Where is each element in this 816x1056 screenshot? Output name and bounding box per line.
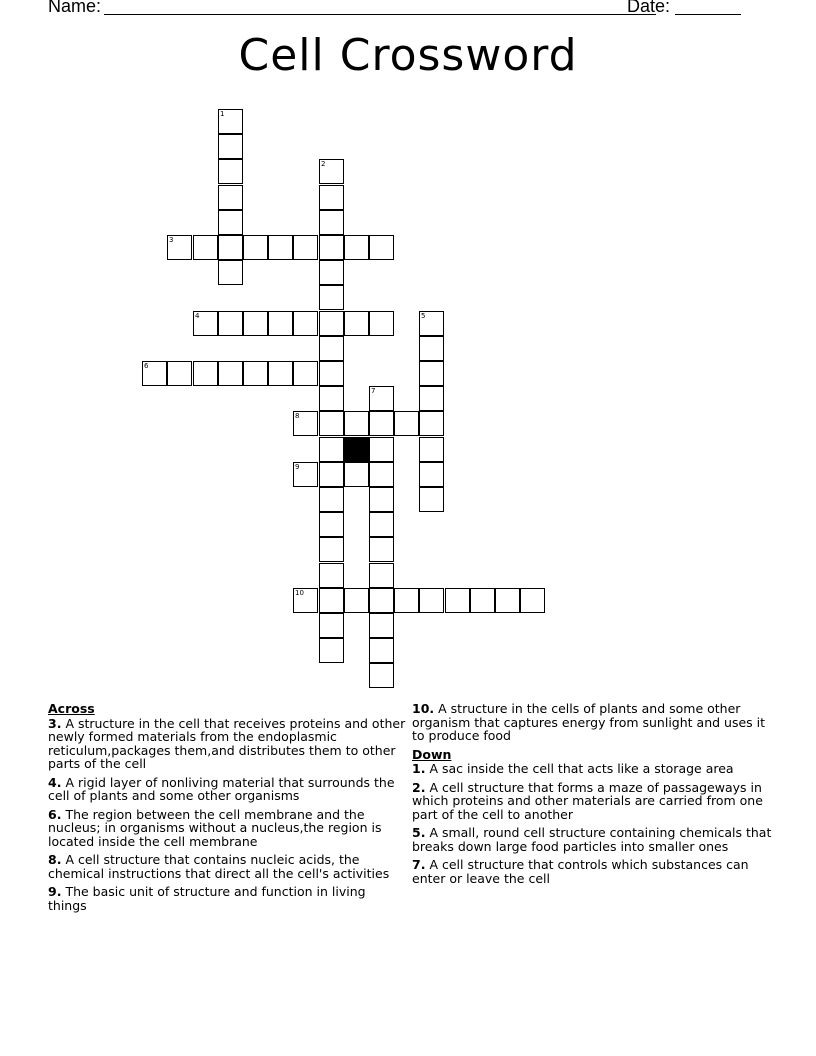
clue-down-5 [412,826,777,853]
crossword-cell[interactable] [369,663,394,688]
crossword-cell[interactable] [369,386,394,411]
crossword-cell[interactable] [319,285,344,310]
cell-number: 6 [144,362,149,370]
crossword-cell[interactable] [419,336,444,361]
crossword-cell[interactable] [344,235,369,260]
cell-number: 2 [321,160,326,168]
crossword-cell[interactable] [142,361,167,386]
crossword-cell[interactable] [319,386,344,411]
clue-text: A cell structure that contains nucleic acids, the chemical instructions that direct all the cell's activities [48,852,390,881]
crossword-cell[interactable] [218,361,243,386]
cell-number: 10 [295,589,304,597]
crossword-cell[interactable] [419,311,444,336]
clue-across-4 [48,776,408,803]
clue-number: 1. [412,761,426,776]
crossword-cell[interactable] [344,462,369,487]
crossword-cell[interactable] [167,361,192,386]
crossword-cell[interactable] [293,311,318,336]
crossword-cell[interactable] [218,311,243,336]
crossword-cell[interactable] [319,512,344,537]
clue-number: 5. [412,825,426,840]
crossword-cell[interactable] [344,588,369,613]
crossword-cell[interactable] [319,588,344,613]
crossword-cell[interactable] [218,235,243,260]
crossword-cell[interactable] [193,235,218,260]
crossword-cell[interactable] [218,185,243,210]
clues-left-column [48,702,408,917]
crossword-cell[interactable] [445,588,470,613]
crossword-cell[interactable] [369,613,394,638]
clue-across-8 [48,853,408,880]
crossword-cell[interactable] [293,361,318,386]
crossword-cell[interactable] [193,311,218,336]
crossword-cell[interactable] [319,537,344,562]
across-heading: Across [48,701,95,716]
clue-number: 2. [412,779,426,795]
crossword-cell[interactable] [218,134,243,159]
crossword-cell[interactable] [369,537,394,562]
crossword-cell[interactable] [369,512,394,537]
clue-number: 4. [48,774,62,790]
crossword-cell[interactable] [293,588,318,613]
cell-number: 4 [195,312,200,320]
crossword-cell[interactable] [319,336,344,361]
crossword-cell[interactable] [319,311,344,336]
crossword-cell[interactable] [319,260,344,285]
crossword-cell[interactable] [243,235,268,260]
crossword-cell[interactable] [419,437,444,462]
crossword-cell[interactable] [193,361,218,386]
clue-down-2 [412,781,777,822]
clues-right-column [412,702,777,890]
clue-number: 9. [48,884,62,899]
clue-number: 8. [48,852,62,867]
clue-text: A cell structure that forms a maze of passageways in which proteins and other materials are carried from one part of the cell to another [412,779,763,822]
crossword-cell[interactable] [319,613,344,638]
crossword-cell[interactable] [369,487,394,512]
crossword-cell[interactable] [419,411,444,436]
crossword-cell[interactable] [319,638,344,663]
crossword-cell[interactable] [344,411,369,436]
name-label: Name: [48,0,102,16]
crossword-cell[interactable] [419,487,444,512]
crossword-cell[interactable] [394,411,419,436]
crossword-cell[interactable] [419,588,444,613]
crossword-cell[interactable] [319,462,344,487]
crossword-cell[interactable] [268,311,293,336]
clue-number: 3. [48,715,62,731]
down-heading: Down [412,746,452,762]
clue-number: 10. [412,701,435,716]
clue-down-1 [412,762,777,776]
crossword-cell[interactable] [268,361,293,386]
crossword-cell[interactable] [319,437,344,462]
crossword-block [344,437,369,462]
crossword-cell[interactable] [319,210,344,235]
clue-text: A sac inside the cell that acts like a storage area [429,761,734,776]
crossword-cell[interactable] [319,487,344,512]
clue-number: 6. [48,806,62,822]
crossword-cell[interactable] [344,311,369,336]
clue-across-6 [48,808,408,849]
crossword-cell[interactable] [495,588,520,613]
clue-text: A structure in the cells of plants and some other organism that captures energy from sunlight and uses it to produce food [412,701,766,743]
crossword-cell[interactable] [369,311,394,336]
crossword-cell[interactable] [243,311,268,336]
clue-text: The basic unit of structure and function in living things [48,884,366,913]
cell-number: 5 [421,312,426,320]
clue-number: 7. [412,857,426,872]
cell-number: 1 [220,110,225,118]
crossword-cell[interactable] [218,159,243,184]
crossword-cell[interactable] [369,638,394,663]
crossword-cell[interactable] [369,437,394,462]
page-title: Cell Crossword [238,30,578,81]
crossword-cell[interactable] [419,361,444,386]
crossword-cell[interactable] [319,411,344,436]
cell-number: 3 [169,236,174,244]
cell-number: 7 [371,387,376,395]
crossword-cell[interactable] [369,411,394,436]
crossword-cell[interactable] [369,462,394,487]
clue-text: A small, round cell structure containing chemicals that breaks down large food particles into smaller ones [412,825,772,854]
cell-number: 9 [295,463,300,471]
crossword-cell[interactable] [319,563,344,588]
crossword-cell[interactable] [243,361,268,386]
crossword-cell[interactable] [319,361,344,386]
clue-across-3 [48,717,408,771]
crossword-cell[interactable] [167,235,192,260]
crossword-cell[interactable] [293,462,318,487]
clue-text: A rigid layer of nonliving material that surrounds the cell of plants and some other organisms [48,774,395,803]
crossword-cell[interactable] [319,159,344,184]
crossword-cell[interactable] [369,235,394,260]
crossword-cell[interactable] [369,588,394,613]
crossword-cell[interactable] [470,588,495,613]
crossword-cell[interactable] [369,563,394,588]
crossword-cell[interactable] [218,260,243,285]
crossword-cell[interactable] [293,235,318,260]
crossword-cell[interactable] [520,588,545,613]
clue-text: A structure in the cell that receives proteins and other newly formed materials from the endoplasmic reticulum,packages them,and distributes them to other parts of the cell [48,715,406,771]
crossword-cell[interactable] [394,588,419,613]
crossword-cell[interactable] [419,386,444,411]
date-label: Date: [627,0,671,16]
clue-across-9 [48,885,408,912]
crossword-cell[interactable] [268,235,293,260]
crossword-cell[interactable] [293,411,318,436]
clue-across-10 [412,702,777,743]
crossword-cell[interactable] [319,185,344,210]
crossword-cell[interactable] [218,109,243,134]
cell-number: 8 [295,412,300,420]
crossword-cell[interactable] [419,462,444,487]
clue-text: The region between the cell membrane and the nucleus; in organisms without a nucleus,the region is located inside the cell membrane [48,806,382,849]
crossword-cell[interactable] [218,210,243,235]
clue-text: A cell structure that controls which substances can enter or leave the cell [412,857,749,886]
clue-down-7 [412,858,777,885]
crossword-cell[interactable] [319,235,344,260]
